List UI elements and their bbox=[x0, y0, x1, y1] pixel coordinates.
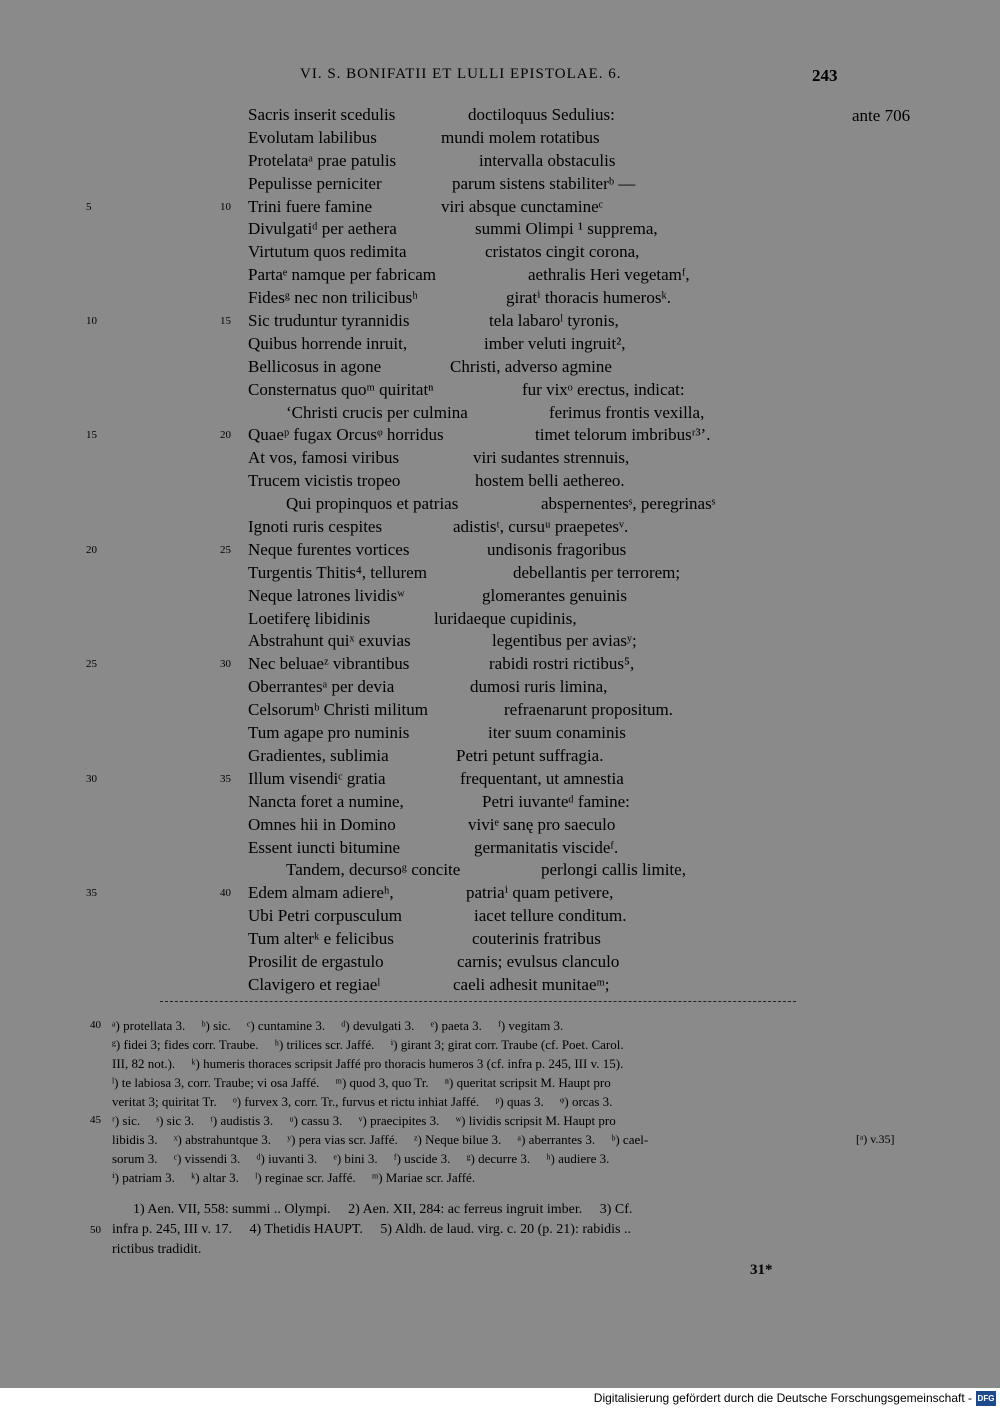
verse-line bbox=[0, 882, 1000, 905]
outer-line-number: 30 bbox=[86, 772, 97, 785]
first-hemistich: Neque latrones lividisʷ bbox=[248, 585, 405, 605]
apparatus-line-number: 45 bbox=[90, 1114, 101, 1126]
apparatus-line bbox=[86, 1035, 846, 1054]
apparatus-text: ᵃ) protellata 3. ᵇ) sic. ᶜ) cuntamine 3. ᵈ) devulgati 3. ᵉ) paeta 3. ᶠ) vegitam 3. bbox=[112, 1018, 564, 1033]
apparatus-line bbox=[86, 1054, 846, 1073]
outer-line-number: 5 bbox=[86, 200, 92, 213]
second-hemistich: iacet tellure conditum. bbox=[474, 906, 627, 926]
verse-line bbox=[0, 928, 1000, 951]
second-hemistich: couterinis fratribus bbox=[472, 929, 601, 949]
first-hemistich: Turgentis Thitis⁴, tellurem bbox=[248, 562, 427, 582]
source-note-line bbox=[86, 1200, 846, 1220]
first-hemistich: Pepulisse perniciter bbox=[248, 173, 382, 193]
second-hemistich: dumosi ruris limina, bbox=[470, 677, 608, 697]
second-hemistich: frequentant, ut amnestia bbox=[460, 768, 624, 788]
first-hemistich: Quaeᵖ fugax Orcusᵠ horridus bbox=[248, 425, 444, 445]
inner-line-number: 40 bbox=[220, 887, 231, 900]
second-hemistich: giratⁱ thoracis humerosᵏ. bbox=[506, 288, 672, 308]
page-number: 243 bbox=[812, 66, 838, 85]
footnote-separator bbox=[160, 1001, 796, 1002]
second-hemistich: germanitatis viscideᶠ. bbox=[474, 837, 619, 857]
apparatus-text: III, 82 not.). ᵏ) humeris thoraces scripsit Jaffé pro thoracis humeros 3 (cf. infra p. 245, III v. 15). bbox=[112, 1056, 624, 1071]
second-hemistich: doctiloquus Sedulius: bbox=[468, 105, 615, 124]
outer-line-number: 20 bbox=[86, 543, 97, 556]
outer-line-number: 35 bbox=[86, 887, 97, 900]
second-hemistich: undisonis fragoribus bbox=[487, 539, 627, 559]
verse-line bbox=[0, 562, 1000, 585]
apparatus-line bbox=[86, 1111, 846, 1130]
source-note-line bbox=[86, 1220, 846, 1240]
page-header bbox=[0, 66, 1000, 88]
verse-line bbox=[0, 516, 1000, 539]
outer-line-number: 10 bbox=[86, 315, 97, 328]
first-hemistich: Virtutum quos redimita bbox=[248, 242, 407, 262]
first-hemistich: Sic truduntur tyrannidis bbox=[248, 311, 410, 331]
second-hemistich: ferimus frontis vexilla, bbox=[549, 402, 705, 422]
apparatus-text: veritat 3; quiritat Tr. ᵒ) furvex 3, corr. Tr., furvus et rictu inhiat Jaffé. ᵖ) quas 3. ᵠ) orcas 3. bbox=[112, 1094, 613, 1109]
first-hemistich: Quibus horrende inruit, bbox=[248, 333, 408, 353]
second-hemistich: Christi, adverso agmine bbox=[450, 356, 612, 376]
first-hemistich: Protelataᵃ prae patulis bbox=[248, 150, 397, 170]
first-hemistich: Nancta foret a numine, bbox=[248, 791, 404, 811]
margin-date: ante 706 bbox=[852, 106, 911, 125]
verse-line bbox=[0, 653, 1000, 676]
first-hemistich: Tandem, decursoᵍ concite bbox=[286, 860, 461, 880]
second-hemistich: hostem belli aethereo. bbox=[475, 471, 625, 491]
verse-line bbox=[0, 539, 1000, 562]
first-hemistich: Gradientes, sublimia bbox=[248, 745, 389, 765]
verse-line bbox=[0, 218, 1000, 241]
second-hemistich: intervalla obstaculis bbox=[479, 150, 616, 170]
second-hemistich: debellantis per terrorem; bbox=[513, 562, 681, 582]
apparatus-text: ᵍ) fidei 3; fides corr. Traube. ʰ) trilices scr. Jaffé. ⁱ) girant 3; girat corr. Traube (cf. Poet. Carol. bbox=[112, 1037, 624, 1052]
second-hemistich: perlongi callis limite, bbox=[541, 860, 686, 880]
footer-bar bbox=[0, 1388, 1000, 1410]
verse-line bbox=[0, 287, 1000, 310]
first-hemistich: Trini fuere famine bbox=[248, 196, 373, 216]
footer-credit: Digitalisierung gefördert durch die Deutsche Forschungsgemeinschaft - bbox=[593, 1391, 972, 1405]
apparatus-line bbox=[86, 1016, 846, 1035]
verse-line bbox=[0, 241, 1000, 264]
apparatus-line bbox=[86, 1168, 846, 1187]
second-hemistich: patriaⁱ quam petivere, bbox=[466, 883, 614, 903]
verse-line bbox=[0, 676, 1000, 699]
first-hemistich: Ubi Petri corpusculum bbox=[248, 906, 402, 926]
second-hemistich: viri sudantes strennuis, bbox=[473, 448, 630, 468]
verse-line bbox=[0, 196, 1000, 219]
apparatus-text: sorum 3. ᶜ) vissendi 3. ᵈ) iuvanti 3. ᵉ) bini 3. ᶠ) uscide 3. ᵍ) decurre 3. ʰ) audiere 3. bbox=[112, 1151, 610, 1166]
second-hemistich: adistisᵗ, cursuᵘ praepetesᵛ. bbox=[453, 517, 629, 537]
second-hemistich: luridaeque cupidinis, bbox=[434, 608, 577, 628]
verse-line bbox=[0, 470, 1000, 493]
dfg-logo-icon: DFG bbox=[976, 1391, 996, 1406]
first-hemistich: Sacris inserit scedulis bbox=[248, 105, 396, 124]
verse-line bbox=[0, 104, 1000, 127]
apparatus-line bbox=[86, 1092, 846, 1111]
verse-line bbox=[0, 447, 1000, 470]
verse-line bbox=[0, 127, 1000, 150]
first-hemistich: Oberrantesᵃ per devia bbox=[248, 677, 395, 697]
second-hemistich: cristatos cingit corona, bbox=[485, 242, 640, 262]
verse-line bbox=[0, 837, 1000, 860]
verse-line bbox=[0, 608, 1000, 631]
first-hemistich: Edem almam adiereʰ, bbox=[248, 883, 394, 903]
first-hemistich: Illum visendiᶜ gratia bbox=[248, 768, 386, 788]
verse-line bbox=[0, 379, 1000, 402]
apparatus-side-note: [ᵃ) v.35] bbox=[856, 1132, 895, 1146]
first-hemistich: Celsorumᵇ Christi militum bbox=[248, 700, 428, 720]
second-hemistich: mundi molem rotatibus bbox=[441, 127, 600, 147]
second-hemistich: legentibus per aviasʸ; bbox=[492, 631, 637, 651]
verse-line bbox=[0, 424, 1000, 447]
running-title: VI. S. BONIFATII ET LULLI EPISTOLAE. 6. bbox=[300, 66, 622, 82]
apparatus-text: ʳ) sic. ˢ) sic 3. ᵗ) audistis 3. ᵘ) cassu 3. ᵛ) praecipites 3. ʷ) lividis scripsit M. Haupt pro bbox=[112, 1113, 616, 1128]
note-text: rictibus tradidit. bbox=[112, 1242, 202, 1257]
second-hemistich: aethralis Heri vegetamᶠ, bbox=[528, 265, 690, 285]
first-hemistich: Essent iuncti bitumine bbox=[248, 837, 401, 857]
source-note-line bbox=[86, 1240, 846, 1260]
verse-line bbox=[0, 951, 1000, 974]
first-hemistich: Evolutam labilibus bbox=[248, 127, 377, 147]
first-hemistich: At vos, famosi viribus bbox=[248, 448, 400, 468]
apparatus-line bbox=[86, 1149, 846, 1168]
second-hemistich: abspernentesˢ, peregrinasˢ bbox=[541, 494, 716, 514]
verse-line bbox=[0, 333, 1000, 356]
second-hemistich: rabidi rostri rictibus⁵, bbox=[489, 654, 635, 674]
first-hemistich: Divulgatiᵈ per aethera bbox=[248, 219, 397, 239]
verse-line bbox=[0, 859, 1000, 882]
verse-line bbox=[0, 699, 1000, 722]
first-hemistich: Ignoti ruris cespites bbox=[248, 517, 383, 537]
verse-line bbox=[0, 402, 1000, 425]
second-hemistich: imber veluti ingruit², bbox=[484, 333, 626, 353]
second-hemistich: tela labaroˡ tyronis, bbox=[489, 311, 619, 331]
apparatus-line bbox=[86, 1130, 895, 1149]
first-hemistich: Trucem vicistis tropeo bbox=[248, 471, 401, 491]
verse-line bbox=[0, 630, 1000, 653]
second-hemistich: timet telorum imbribusʳ³’. bbox=[535, 425, 711, 445]
second-hemistich: caeli adhesit munitaeᵐ; bbox=[453, 974, 610, 994]
verse-line bbox=[0, 791, 1000, 814]
inner-line-number: 15 bbox=[220, 315, 231, 328]
verse-line bbox=[0, 905, 1000, 928]
critical-apparatus bbox=[86, 1016, 895, 1187]
verse-line bbox=[0, 264, 1000, 287]
second-hemistich: parum sistens stabiliterᵇ — bbox=[452, 173, 636, 193]
second-hemistich: viri absque cunctamineᶜ bbox=[441, 196, 604, 216]
verse-line bbox=[0, 974, 1000, 997]
inner-line-number: 30 bbox=[220, 658, 231, 671]
second-hemistich: Petri iuvanteᵈ famine: bbox=[482, 791, 630, 811]
first-hemistich: Omnes hii in Domino bbox=[248, 814, 396, 834]
verse-line bbox=[0, 768, 1000, 791]
second-hemistich: refraenarunt propositum. bbox=[504, 700, 673, 720]
second-hemistich: summi Olimpi ¹ supprema, bbox=[475, 219, 658, 239]
verse-line bbox=[0, 150, 1000, 173]
apparatus-text: libidis 3. ˣ) abstrahuntque 3. ʸ) pera vias scr. Jaffé. ᶻ) Neque bilue 3. ᵃ) aberrantes 3. ᵇ) cael- bbox=[112, 1132, 649, 1147]
first-hemistich: Bellicosus in agone bbox=[248, 356, 382, 376]
verse-line bbox=[0, 493, 1000, 516]
note-text: 1) Aen. VII, 558: summi .. Olympi. 2) Aen. XII, 284: ac ferreus ingruit imber. 3) Cf. bbox=[112, 1202, 633, 1217]
second-hemistich: glomerantes genuinis bbox=[482, 585, 627, 605]
inner-line-number: 35 bbox=[220, 772, 231, 785]
first-hemistich: Clavigero et regiaeˡ bbox=[248, 974, 381, 994]
second-hemistich: iter suum conaminis bbox=[488, 723, 626, 743]
first-hemistich: Neque furentes vortices bbox=[248, 539, 410, 559]
first-hemistich: Loetiferę libidinis bbox=[248, 608, 371, 628]
first-hemistich: Consternatus quoᵐ quiritatⁿ bbox=[248, 379, 434, 399]
poem-body bbox=[0, 104, 1000, 997]
verse-line bbox=[0, 722, 1000, 745]
first-hemistich: Fidesᵍ nec non trilicibusʰ bbox=[248, 288, 418, 308]
signature-mark: 31* bbox=[750, 1262, 773, 1278]
source-notes bbox=[86, 1200, 846, 1260]
first-hemistich: Prosilit de ergastulo bbox=[248, 951, 384, 971]
note-text: infra p. 245, III v. 17. 4) Thetidis HAUPT. 5) Aldh. de laud. virg. c. 20 (p. 21): rabidis .. bbox=[112, 1222, 631, 1237]
verse-line bbox=[0, 814, 1000, 837]
note-line-number: 50 bbox=[90, 1224, 101, 1236]
first-hemistich: Tum alterᵏ e felicibus bbox=[248, 929, 394, 949]
outer-line-number: 15 bbox=[86, 429, 97, 442]
inner-line-number: 20 bbox=[220, 429, 231, 442]
first-hemistich: Abstrahunt quiˣ exuvias bbox=[248, 631, 411, 651]
second-hemistich: viviᵉ sanę pro saeculo bbox=[468, 814, 616, 834]
first-hemistich: Nec beluaeᶻ vibrantibus bbox=[248, 654, 410, 674]
verse-line bbox=[0, 356, 1000, 379]
apparatus-text: ˡ) te labiosa 3, corr. Traube; vi osa Jaffé. ᵐ) quod 3, quo Tr. ⁿ) queritat scripsit M. Haupt pro bbox=[112, 1075, 611, 1090]
verse-line bbox=[0, 310, 1000, 333]
inner-line-number: 25 bbox=[220, 543, 231, 556]
apparatus-line-number: 40 bbox=[90, 1019, 101, 1031]
verse-line bbox=[0, 585, 1000, 608]
first-hemistich: Partaᵉ namque per fabricam bbox=[248, 265, 436, 285]
second-hemistich: fur vixᵒ erectus, indicat: bbox=[522, 379, 685, 399]
first-hemistich: Tum agape pro numinis bbox=[248, 723, 410, 743]
second-hemistich: Petri petunt suffragia. bbox=[456, 745, 604, 765]
outer-line-number: 25 bbox=[86, 658, 97, 671]
verse-line bbox=[0, 173, 1000, 196]
apparatus-line bbox=[86, 1073, 846, 1092]
verse-line bbox=[0, 745, 1000, 768]
second-hemistich: carnis; evulsus clanculo bbox=[457, 951, 620, 971]
apparatus-text: ⁱ) patriam 3. ᵏ) altar 3. ˡ) reginae scr. Jaffé. ᵐ) Mariae scr. Jaffé. bbox=[112, 1170, 476, 1185]
first-hemistich: Qui propinquos et patrias bbox=[286, 494, 459, 514]
inner-line-number: 10 bbox=[220, 200, 231, 213]
first-hemistich: ‘Christi crucis per culmina bbox=[286, 402, 468, 422]
